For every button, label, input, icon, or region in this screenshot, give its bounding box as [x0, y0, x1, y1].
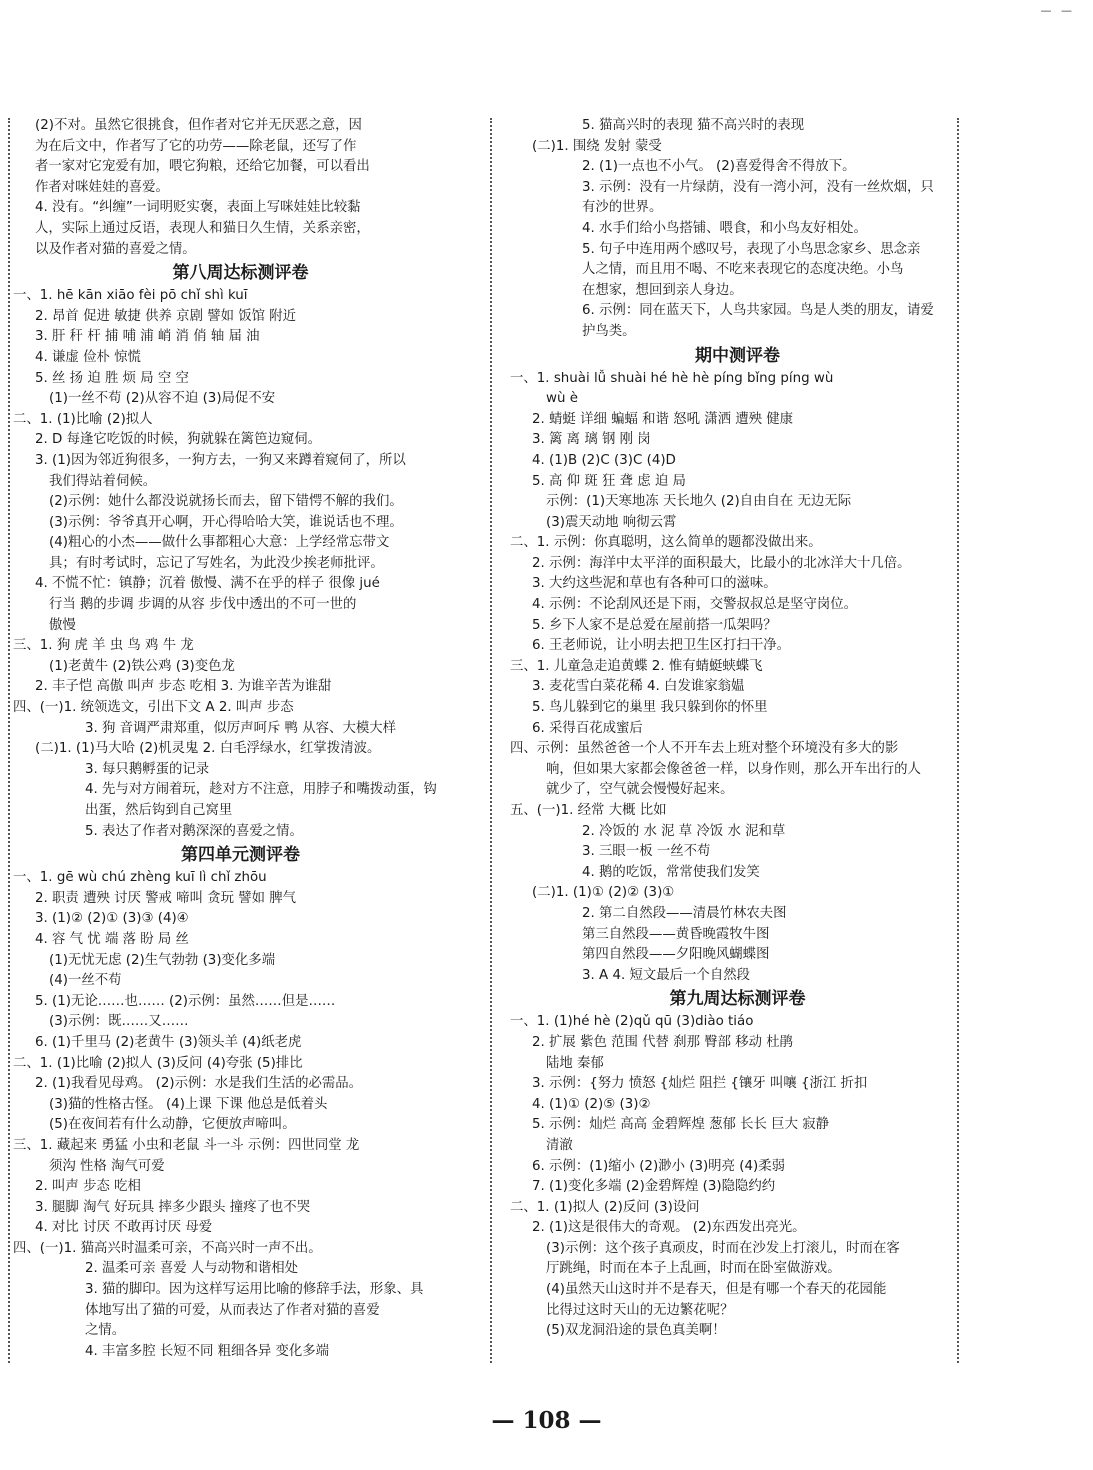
answer-line: 一、1. (1)hé hè (2)qǔ qū (3)diào tiáo: [510, 1014, 754, 1030]
answer-line: 4. 谦虚 俭朴 惊慌: [35, 349, 141, 365]
answer-line: 2. (1)我看见母鸡。 (2)示例：水是我们生活的必需品。: [35, 1076, 363, 1092]
section-title: 第八周达标测评卷: [172, 263, 309, 284]
answer-line: 5. 丝 扬 迫 胜 烦 局 空 空: [35, 370, 189, 386]
answer-line: 一、1. gē wù chú zhèng kuī lì chǐ zhōu: [13, 870, 267, 886]
answer-line: (3)示例：爷爷真开心啊，开心得哈哈大笑，谁说话也不理。: [49, 514, 403, 530]
answer-line: 4. 容 气 忧 端 落 盼 局 丝: [35, 931, 189, 947]
corner-marks: — —: [1040, 4, 1075, 17]
answer-line: (5)双龙洞沿途的景色真美啊！: [546, 1323, 726, 1339]
answer-line: 3. 三眼一板 一丝不苟: [582, 844, 711, 860]
answer-line: 2. 冷饭的 水 泥 草 冷饭 水 泥和草: [582, 823, 786, 839]
answer-line: 三、1. 藏起来 勇猛 小虫和老鼠 斗一斗 示例：四世同堂 龙: [13, 1137, 360, 1153]
answer-line: 4. 鹅的吃饭，常常使我们发笑: [582, 864, 760, 880]
answer-line: 一、1. hē kān xiāo fèi pō chǐ shì kuī: [13, 288, 248, 304]
answer-line: 一、1. shuài lǚ shuài hé hè hè píng bǐng píng wù: [510, 370, 834, 386]
answer-line: 行当 鹅的步调 步调的从容 步伐中透出的不可一世的: [49, 597, 357, 613]
answer-line: 2. 蜻蜓 详细 蝙蝠 和谐 怒吼 潇洒 遭殃 健康: [532, 411, 794, 427]
answer-line: 陆地 秦郁: [546, 1055, 604, 1071]
answer-line: 2. (1)这是很伟大的奇观。 (2)东西发出亮光。: [532, 1220, 806, 1236]
answer-line: 四、(一)1. 统领选文，引出下文 A 2. 叫声 步态: [13, 700, 294, 716]
answer-line: 以及作者对猫的喜爱之情。: [35, 241, 196, 257]
answer-line: 3. 肝 秆 杆 捕 哺 浦 峭 消 俏 轴 届 油: [35, 329, 260, 345]
answer-line: 三、1. 狗 虎 羊 虫 鸟 鸡 牛 龙: [13, 638, 194, 654]
answer-line: 4. (1)① (2)⑤ (3)②: [532, 1096, 651, 1112]
answer-line: 3. 腿脚 淘气 好玩具 摔多少跟头 撞疼了也不哭: [35, 1199, 311, 1215]
answer-line: 2. 第二自然段——清晨竹林农夫图: [582, 905, 787, 921]
answer-line: 就少了，空气就会慢慢好起来。: [546, 782, 734, 798]
answer-line: 3. (1)② (2)① (3)③ (4)④: [35, 911, 189, 927]
answer-line: (二)1. (1)马大哈 (2)机灵鬼 2. 白毛浮绿水，红掌拨清波。: [35, 741, 381, 757]
answer-line: 5. 猫高兴时的表现 猫不高兴时的表现: [582, 118, 805, 133]
answer-line: 5. (1)无论……也…… (2)示例：虽然……但是……: [35, 993, 336, 1009]
answer-line: (二)1. (1)① (2)② (3)①: [532, 885, 675, 901]
answer-line: 5. 乡下人家不是总爱在屋前搭一瓜架吗？: [532, 617, 777, 633]
answer-line: 四、(一)1. 猫高兴时温柔可亲，不高兴时一声不出。: [13, 1240, 322, 1256]
answer-line: 傲慢: [49, 617, 76, 633]
answer-line: 二、1. (1)比喻 (2)拟人 (3)反问 (4)夸张 (5)排比: [13, 1055, 303, 1071]
answer-line: 体地写出了猫的可爱，从而表达了作者对猫的喜爱: [85, 1302, 380, 1318]
answer-line: 厅跳绳，时而在本子上乱画，时而在卧室做游戏。: [546, 1261, 841, 1277]
answer-line: 我们得站着伺候。: [49, 473, 157, 489]
answer-line: 3. 示例：没有一片绿荫，没有一湾小河，没有一丝炊烟，只: [582, 179, 934, 195]
answer-line: 4. 先与对方闹着玩，趁对方不注意，用脖子和嘴拨动蛋，钩: [85, 782, 437, 798]
answer-line: 5. 句子中连用两个感叹号，表现了小鸟思念家乡、思念亲: [582, 241, 921, 257]
answer-line: 3. 示例：{努力 愤怒 {灿烂 阻拦 {镶牙 叫嚷 {浙江 折扣: [532, 1076, 868, 1092]
answer-line: 2. 职责 遭殃 讨厌 警戒 啼叫 贪玩 譬如 脾气: [35, 890, 297, 906]
answer-line: 2. 示例：海洋中太平洋的面积最大，比最小的北冰洋大十几倍。: [532, 555, 911, 571]
answer-line: (3)示例：既……又……: [49, 1014, 189, 1030]
answer-line: 二、1. (1)拟人 (2)反问 (3)设问: [510, 1199, 700, 1215]
answer-line: 2. 叫声 步态 吃相: [35, 1179, 141, 1195]
answer-line: 4. 丰富多腔 长短不同 粗细各异 变化多端: [85, 1343, 330, 1359]
answer-line: 3. (1)因为邻近狗很多，一狗方去，一狗又来蹲着窥伺了，所以: [35, 452, 406, 468]
answer-line: 2. 丰子恺 高傲 叫声 步态 吃相 3. 为谁辛苦为谁甜: [35, 679, 332, 695]
answer-line: 4. 对比 讨厌 不敢再讨厌 母爱: [35, 1220, 213, 1236]
answer-line: 3. 大约这些泥和草也有各种可口的滋味。: [532, 576, 777, 592]
answer-line: 7. (1)变化多端 (2)金碧辉煌 (3)隐隐约约: [532, 1179, 776, 1195]
answer-line: 5. 示例：灿烂 高高 金碧辉煌 葱郁 长长 巨大 寂静: [532, 1117, 829, 1133]
answer-line: 4. 示例：不论刮风还是下雨，交警叔叔总是坚守岗位。: [532, 597, 858, 613]
answer-line: (3)猫的性格古怪。 (4)上课 下课 他总是低着头: [49, 1096, 328, 1112]
answer-line: (4)粗心的小杰——做什么事都粗心大意：上学经常忘带文: [49, 535, 390, 551]
answer-line: 2. 昂首 促进 敏捷 供养 京剧 譬如 饭馆 附近: [35, 308, 297, 324]
answer-line: 6. 采得百花成蜜后: [532, 720, 643, 736]
answer-line: 3. 篱 离 璃 钢 刚 岗: [532, 432, 651, 448]
answer-line: 4. (1)B (2)C (3)C (4)D: [532, 452, 676, 468]
answer-line: 2. 温柔可亲 喜爱 人与动物和谐相处: [85, 1261, 299, 1277]
answer-line: 护鸟类。: [582, 323, 636, 339]
answer-line: 清澈: [546, 1137, 573, 1153]
answer-line: 5. 高 仰 斑 狂 聋 虑 迫 局: [532, 473, 686, 489]
answer-line: (二)1. 围绕 发射 蒙受: [532, 138, 662, 154]
answer-line: 响，但如果大家都会像爸爸一样，以身作则，那么开车出行的人: [546, 761, 921, 777]
answer-line: 在想家，想回到亲人身边。: [582, 282, 743, 298]
answer-line: 4. 水手们给小鸟搭铺、喂食，和小鸟友好相处。: [582, 220, 867, 236]
answer-line: 6. (1)千里马 (2)老黄牛 (3)领头羊 (4)纸老虎: [35, 1034, 302, 1050]
answer-line: 须沟 性格 淘气可爱: [49, 1158, 165, 1174]
answer-line: (2)不对。虽然它很挑食，但作者对它并无厌恶之意，因: [35, 118, 362, 133]
section-title: 第四单元测评卷: [181, 845, 300, 866]
answer-line: 有沙的世界。: [582, 200, 663, 216]
answer-column-right: [510, 116, 965, 1342]
answer-line: 之情。: [85, 1323, 126, 1339]
answer-line: 示例：(1)天寒地冻 天长地久 (2)自由自在 无边无际: [546, 494, 852, 510]
answer-line: 3. A 4. 短文最后一个自然段: [582, 967, 750, 983]
column-divider-dotted-rule: [490, 118, 492, 1363]
answer-line: (1)一丝不苟 (2)从容不迫 (3)局促不安: [49, 391, 276, 407]
answer-line: 二、1. (1)比喻 (2)拟人: [13, 411, 153, 427]
answer-line: 2. 扩展 紫色 范围 代替 刹那 臀部 移动 杜鹃: [532, 1034, 794, 1050]
answer-line: 6. 示例：同在蓝天下，人鸟共家园。鸟是人类的朋友，请爱: [582, 303, 934, 319]
answer-line: (3)震天动地 响彻云霄: [546, 514, 677, 530]
answer-line: 第三自然段——黄昏晚霞牧牛图: [582, 926, 770, 942]
section-title: 期中测评卷: [695, 345, 780, 366]
answer-line: 人之情，而且用不喝、不吃来表现它的态度决绝。小鸟: [582, 262, 904, 278]
answer-line: 作者对咪娃娃的喜爱。: [35, 179, 169, 195]
answer-line: (1)无忧无虑 (2)生气勃勃 (3)变化多端: [49, 952, 276, 968]
answer-line: 人，实际上通过反语，表现人和猫日久生情，关系亲密，: [35, 220, 370, 236]
answer-line: (4)虽然天山这时并不是春天，但是有哪一个春天的花园能: [546, 1282, 887, 1298]
answer-line: 6. 王老师说，让小明去把卫生区打扫干净。: [532, 638, 791, 654]
answer-line: 二、1. 示例：你真聪明，这么简单的题都没做出来。: [510, 535, 822, 551]
answer-line: 5. 表达了作者对鹅深深的喜爱之情。: [85, 823, 303, 839]
section-title: 第九周达标测评卷: [669, 989, 806, 1010]
answer-line: 4. 没有。“纠缠”一词明贬实褒，表面上写咪娃娃比较黏: [35, 200, 361, 216]
answer-line: 3. 麦花雪白菜花稀 4. 白发谁家翁媪: [532, 679, 745, 695]
answer-line: 者一家对它宠爱有加，喂它狗粮，还给它加餐，可以看出: [35, 159, 370, 175]
answer-line: 三、1. 儿童急走追黄蝶 2. 惟有蜻蜓蛱蝶飞: [510, 658, 763, 674]
answer-line: 3. 猫的脚印。因为这样写运用比喻的修辞手法，形象、具: [85, 1282, 424, 1298]
answer-line: 3. 狗 音调严肃郑重，似厉声呵斥 鸭 从容、大模大样: [85, 720, 397, 736]
left-margin-dotted-rule: [8, 118, 10, 1363]
answer-line: 五、(一)1. 经常 大概 比如: [510, 803, 667, 818]
answer-column-left: [13, 116, 468, 1362]
answer-line: 第四自然段——夕阳晚风蝴蝶图: [582, 947, 770, 963]
page-number: — 108 —: [491, 1407, 602, 1434]
answer-line: 5. 鸟儿躲到它的巢里 我只躲到你的怀里: [532, 700, 768, 716]
answer-line: 2. D 每逢它吃饭的时候，狗就躲在篱笆边窥伺。: [35, 432, 322, 448]
answer-line: 为在后文中，作者写了它的功劳——除老鼠，还写了作: [35, 138, 357, 154]
answer-line: wù è: [546, 391, 578, 407]
answer-line: 6. 示例：(1)缩小 (2)渺小 (3)明亮 (4)柔弱: [532, 1158, 785, 1174]
answer-line: 4. 不慌不忙：镇静；沉着 傲慢、满不在乎的样子 很像 jué: [35, 576, 380, 592]
answer-line: 3. 每只鹅孵蛋的记录: [85, 761, 210, 777]
answer-line: (5)在夜间若有什么动静，它便放声啼叫。: [49, 1117, 296, 1133]
answer-line: 具；有时考试时，忘记了写姓名，为此没少挨老师批评。: [49, 555, 384, 571]
answer-line: 2. (1)一点也不小气。 (2)喜爱得舍不得放下。: [582, 159, 856, 175]
answer-line: (3)示例：这个孩子真顽皮，时而在沙发上打滚儿，时而在客: [546, 1240, 900, 1256]
answer-line: (2)示例：她什么都没说就扬长而去，留下错愕不解的我们。: [49, 494, 403, 510]
answer-line: 四、示例：虽然爸爸一个人不开车去上班对整个环境没有多大的影: [510, 741, 899, 757]
answer-line: (4)一丝不苟: [49, 973, 122, 989]
answer-line: 出蛋，然后钩到自己窝里: [85, 803, 233, 818]
answer-line: 比得过这时天山的无边繁花呢？: [546, 1302, 734, 1318]
answer-line: (1)老黄牛 (2)铁公鸡 (3)变色龙: [49, 658, 235, 674]
